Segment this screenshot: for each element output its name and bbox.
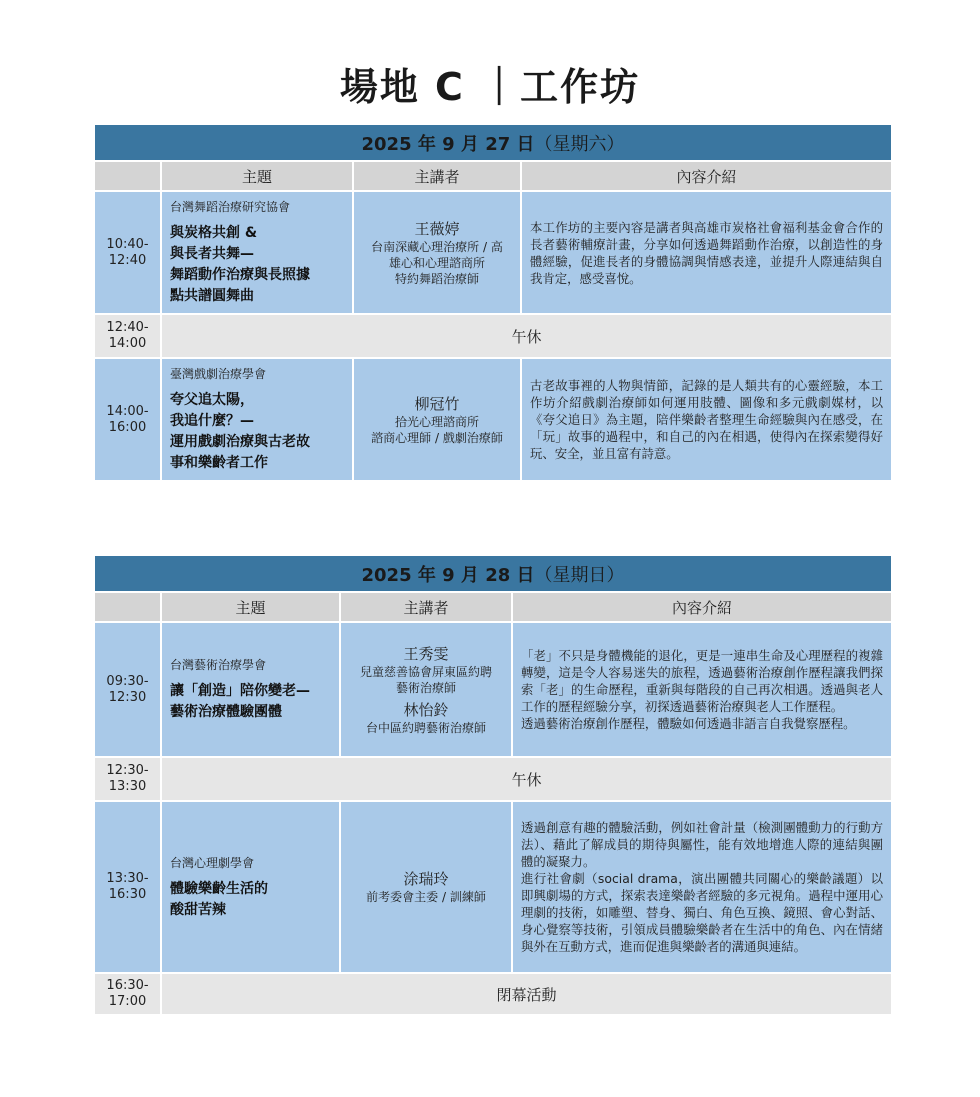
session-description: [513, 802, 891, 974]
speaker-name: 林怡鈴: [403, 700, 449, 719]
session-topic: [162, 623, 341, 758]
session-row: [95, 359, 891, 482]
speaker-affiliation: 前考委會主委 / 訓練師: [366, 890, 486, 904]
session-organization: 臺灣戲劇治療學會: [170, 367, 267, 381]
speaker-name: 王秀雯: [403, 644, 449, 663]
page-title: 場地 C ｜工作坊: [339, 65, 641, 109]
session-organization: 台灣舞蹈治療研究協會: [170, 200, 291, 214]
date-header: [95, 556, 891, 593]
weekday-text: （星期日）: [534, 564, 625, 586]
session-topic: [162, 192, 354, 315]
session-title: 夸父追太陽， 我追什麼？— 運用戲劇治療與古老故 事和樂齡者工作: [170, 392, 310, 471]
column-header-speaker: 主講者: [341, 593, 513, 623]
session-time: 14:00- 16:00: [95, 359, 162, 482]
date-header-row: [95, 556, 891, 593]
session-speaker: [354, 192, 522, 315]
closing-label: 閉幕活動: [162, 974, 891, 1016]
break-row: [95, 758, 891, 802]
session-description: [513, 623, 891, 758]
break-time: 12:40- 14:00: [95, 315, 162, 359]
session-title: 體驗樂齡生活的 酸甜苦辣: [170, 880, 268, 918]
description-paragraph: 透過藝術治療創作歷程，體驗如何透過非語言自我覺察歷程。: [521, 716, 856, 731]
schedule-table-day2: [95, 556, 891, 1016]
break-label: 午休: [162, 315, 891, 359]
closing-time: 16:30- 17:00: [95, 974, 162, 1016]
session-organization: 台灣心理劇學會: [170, 855, 255, 870]
session-description: 古老故事裡的人物與情節，記錄的是人類共有的心靈經驗，本工作坊介紹戲劇治療師如何運用肢體、圖像和多元戲劇媒材，以《夸父追日》為主題，陪伴樂齡者整理生命經驗與內在感受，在「玩」故事的過程中，和自己的內在相遇，使得內在探索變得好玩、安全，並且富有詩意。: [522, 359, 891, 482]
session-speaker: [341, 802, 513, 974]
description-paragraph: 透過創意有趣的體驗活動，例如社會計量（檢測團體動力的行動方法）、藉此了解成員的期待與屬性，能有效地增進人際的連結與團體的凝聚力。: [521, 820, 884, 869]
column-header-topic: 主題: [162, 162, 354, 192]
session-title: 讓「創造」陪你變老— 藝術治療體驗團體: [170, 683, 310, 720]
session-row: [95, 802, 891, 974]
speaker-affiliation: 台南深藏心理治療所 / 高 雄心和心理諮商所 特約舞蹈治療師: [371, 239, 503, 286]
speaker-name: 涂瑞玲: [403, 870, 449, 888]
speaker-name: 王薇婷: [414, 219, 460, 238]
speaker-affiliation: 台中區約聘藝術治療師: [365, 720, 486, 735]
description-paragraph: 「老」不只是身體機能的退化，更是一連串生命及心理歷程的複雜轉變，這是令人容易迷失的旅程，透過藝術治療創作歷程讓我們探索「老」的生命歷程，重新與每階段的自己再次相遇。透過與老人工作的歷程經驗分享，初探透過藝術治療與老人工作歷程。: [521, 648, 884, 714]
date-header: [95, 125, 891, 162]
break-time: 12:30- 13:30: [95, 758, 162, 802]
description-paragraph: 進行社會劇（social drama，演出團體共同關心的樂齡議題）以即興劇場的方式，探索表達樂齡者經驗的多元視角。過程中運用心理劇的技術，如雕塑、替身、獨白、角色互換、鏡照、會心對話、身心覺察等技術，引領成員體驗樂齡者在生活中的角色、內在情緒與外在互動方式，進而促進與樂齡者的溝通與連結。: [521, 871, 884, 954]
session-time: 09:30- 12:30: [95, 623, 162, 758]
date-text: 2025 年 9 月 27 日: [361, 133, 535, 155]
column-header-speaker: 主講者: [354, 162, 522, 192]
date-text: 2025 年 9 月 28 日: [361, 564, 535, 586]
session-row: [95, 192, 891, 315]
session-topic: [162, 802, 341, 974]
column-header-content: 內容介紹: [513, 593, 891, 623]
column-header-topic: 主題: [162, 593, 341, 623]
session-organization: 台灣藝術治療學會: [170, 658, 267, 672]
break-row: [95, 315, 891, 359]
schedule-table-day1: [95, 125, 891, 482]
session-title: 與炭格共創 & 與長者共舞— 舞蹈動作治療與長照據 點共譜圓舞曲: [170, 225, 310, 304]
break-label: 午休: [162, 758, 891, 802]
session-time: 13:30- 16:30: [95, 802, 162, 974]
column-header-row: [95, 162, 891, 192]
session-speaker: [354, 359, 522, 482]
column-header-content: 內容介紹: [522, 162, 891, 192]
session-speaker: [341, 623, 513, 758]
speaker-name: 柳冠竹: [414, 394, 460, 413]
weekday-text: （星期六）: [534, 133, 625, 155]
session-topic: [162, 359, 354, 482]
column-header-row: [95, 593, 891, 623]
speaker-affiliation: 兒童慈善協會屏東區約聘 藝術治療師: [359, 664, 492, 695]
session-time: 10:40- 12:40: [95, 192, 162, 315]
closing-row: [95, 974, 891, 1016]
speaker-affiliation: 拾光心理諮商所 諮商心理師 / 戲劇治療師: [371, 414, 503, 445]
session-description: 本工作坊的主要內容是講者與高雄市炭格社會福利基金會合作的長者藝術輔療計畫，分享如何透過舞蹈動作治療，以創造性的身體經驗，促進長者的身體協調與情感表達，並提升人際連結與自我肯定，感受喜悅。: [522, 192, 891, 315]
column-header-time: [95, 593, 162, 623]
session-row: [95, 623, 891, 758]
date-header-row: [95, 125, 891, 162]
column-header-time: [95, 162, 162, 192]
